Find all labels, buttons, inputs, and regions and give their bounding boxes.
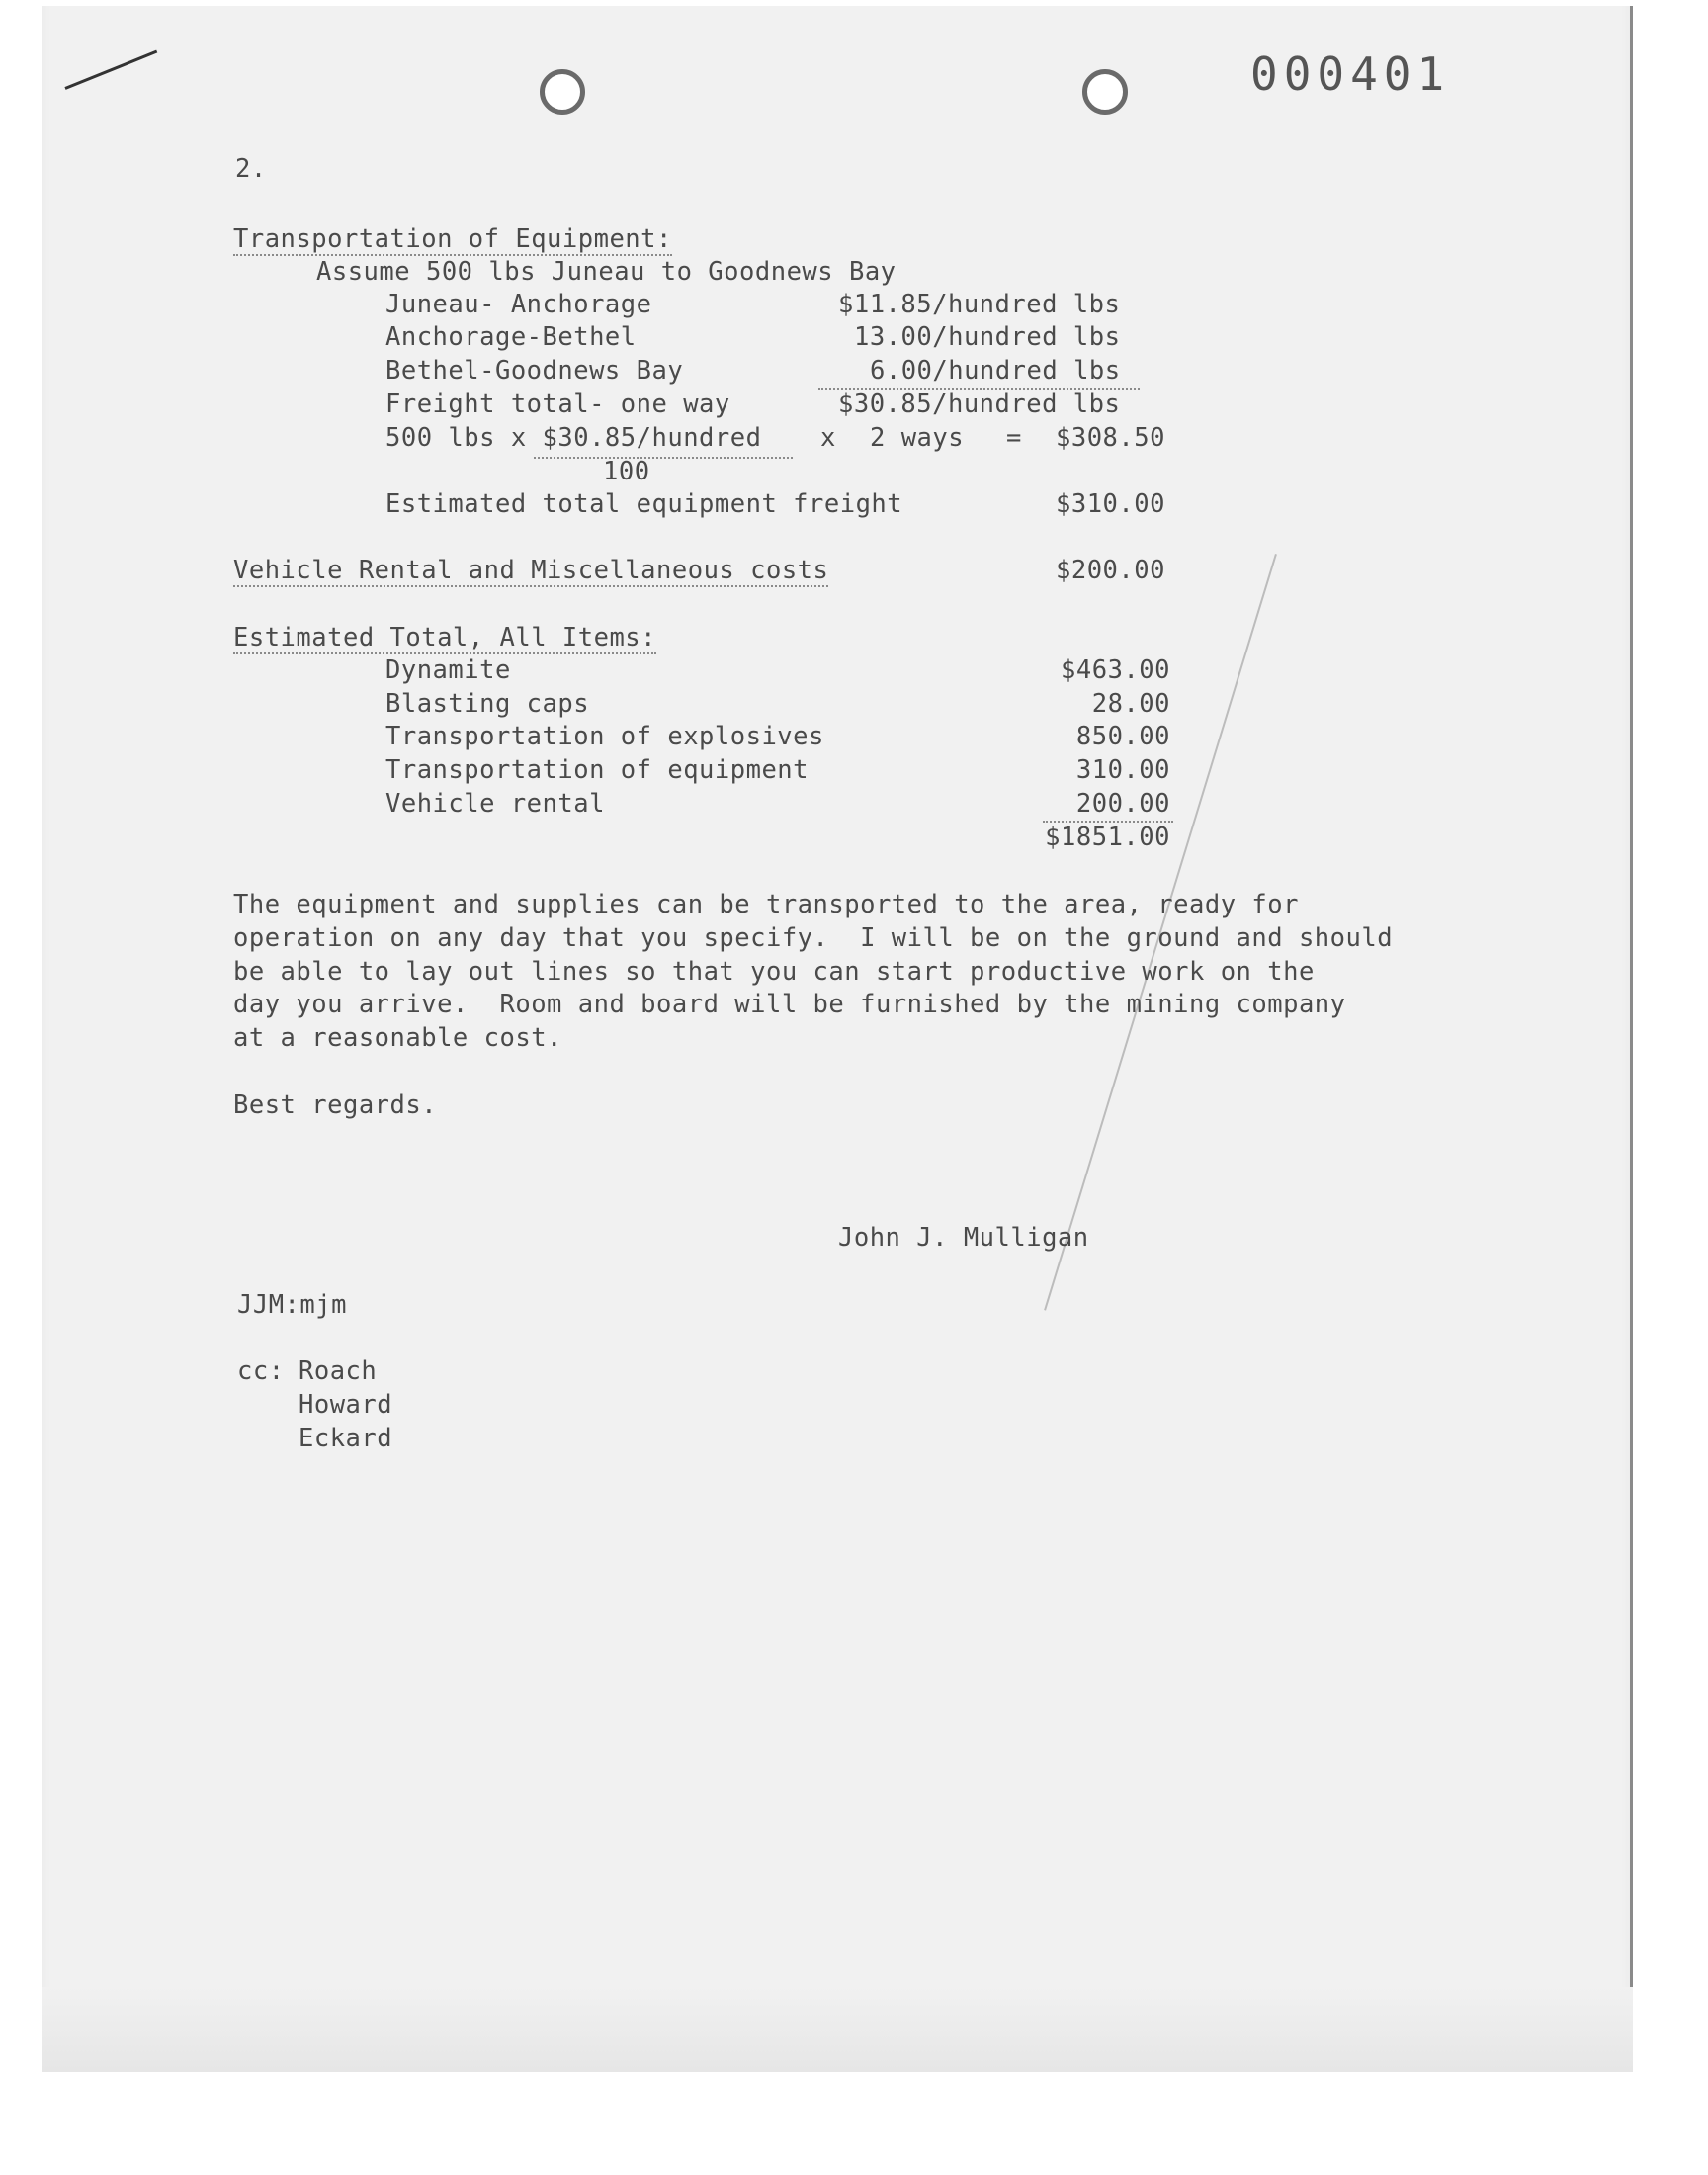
totals-heading: Estimated Total, All Items: [233, 623, 657, 652]
calc-ways: 2 ways [870, 423, 965, 453]
rate-route: Bethel-Goodnews Bay [385, 356, 684, 386]
freight-calculation: 500 lbs x $30.85/hundred [385, 423, 762, 453]
total-item-label: Vehicle rental [385, 789, 605, 819]
punch-hole-left [540, 69, 585, 115]
page-bottom-edge [42, 1987, 1633, 2072]
cc-recipient: Howard [299, 1390, 393, 1420]
total-item-label: Dynamite [385, 655, 511, 685]
total-item-label: Blasting caps [385, 689, 590, 719]
total-item-value: 850.00 [1075, 722, 1170, 751]
rate-value: 6.00/hundred lbs [870, 356, 1121, 386]
cc-recipient: Eckard [299, 1424, 393, 1453]
paragraph-line: be able to lay out lines so that you can start productive work on the [233, 957, 1315, 987]
rate-route: Freight total- one way [385, 390, 730, 419]
paragraph-line: day you arrive. Room and board will be furnished by the mining company [233, 990, 1346, 1019]
total-item-value: 310.00 [1075, 755, 1170, 785]
page-number: 2. [235, 154, 267, 184]
paragraph-line: operation on any day that you specify. I will be on the ground and should [233, 923, 1394, 953]
typist-initials: JJM:mjm [237, 1290, 347, 1320]
total-item-label: Transportation of explosives [385, 722, 824, 751]
calc-denominator: 100 [603, 457, 650, 486]
document-number: 000401 [1250, 47, 1451, 101]
paragraph-line: The equipment and supplies can be transported to the area, ready for [233, 890, 1299, 919]
vehicle-rental-value: $200.00 [1056, 556, 1165, 585]
signature-name: John J. Mulligan [838, 1223, 1089, 1253]
calc-result: $308.50 [1056, 423, 1165, 453]
rate-route: Anchorage-Bethel [385, 322, 637, 352]
vehicle-rental-label: Vehicle Rental and Miscellaneous costs [233, 556, 829, 585]
punch-hole-right [1082, 69, 1128, 115]
rate-value: 13.00/hundred lbs [854, 322, 1121, 352]
fraction-bar [534, 457, 793, 459]
estimate-label: Estimated total equipment freight [385, 489, 903, 519]
calc-equals: = [1006, 423, 1022, 453]
equipment-assumption: Assume 500 lbs Juneau to Goodnews Bay [316, 257, 897, 287]
rate-route: Juneau- Anchorage [385, 290, 652, 319]
cc-label: cc: [237, 1356, 285, 1386]
paragraph-line: at a reasonable cost. [233, 1023, 562, 1053]
grand-total: $1851.00 [1045, 823, 1170, 852]
total-item-value: 28.00 [1091, 689, 1170, 719]
total-item-value: 200.00 [1075, 789, 1170, 819]
rate-value: $30.85/hundred lbs [838, 390, 1121, 419]
cc-recipient: Roach [299, 1356, 378, 1386]
total-item-value: $463.00 [1061, 655, 1170, 685]
rate-value: $11.85/hundred lbs [838, 290, 1121, 319]
equipment-heading: Transportation of Equipment: [233, 224, 672, 254]
calc-times: x [820, 423, 836, 453]
total-item-label: Transportation of equipment [385, 755, 810, 785]
estimate-value: $310.00 [1056, 489, 1165, 519]
closing: Best regards. [233, 1090, 438, 1120]
